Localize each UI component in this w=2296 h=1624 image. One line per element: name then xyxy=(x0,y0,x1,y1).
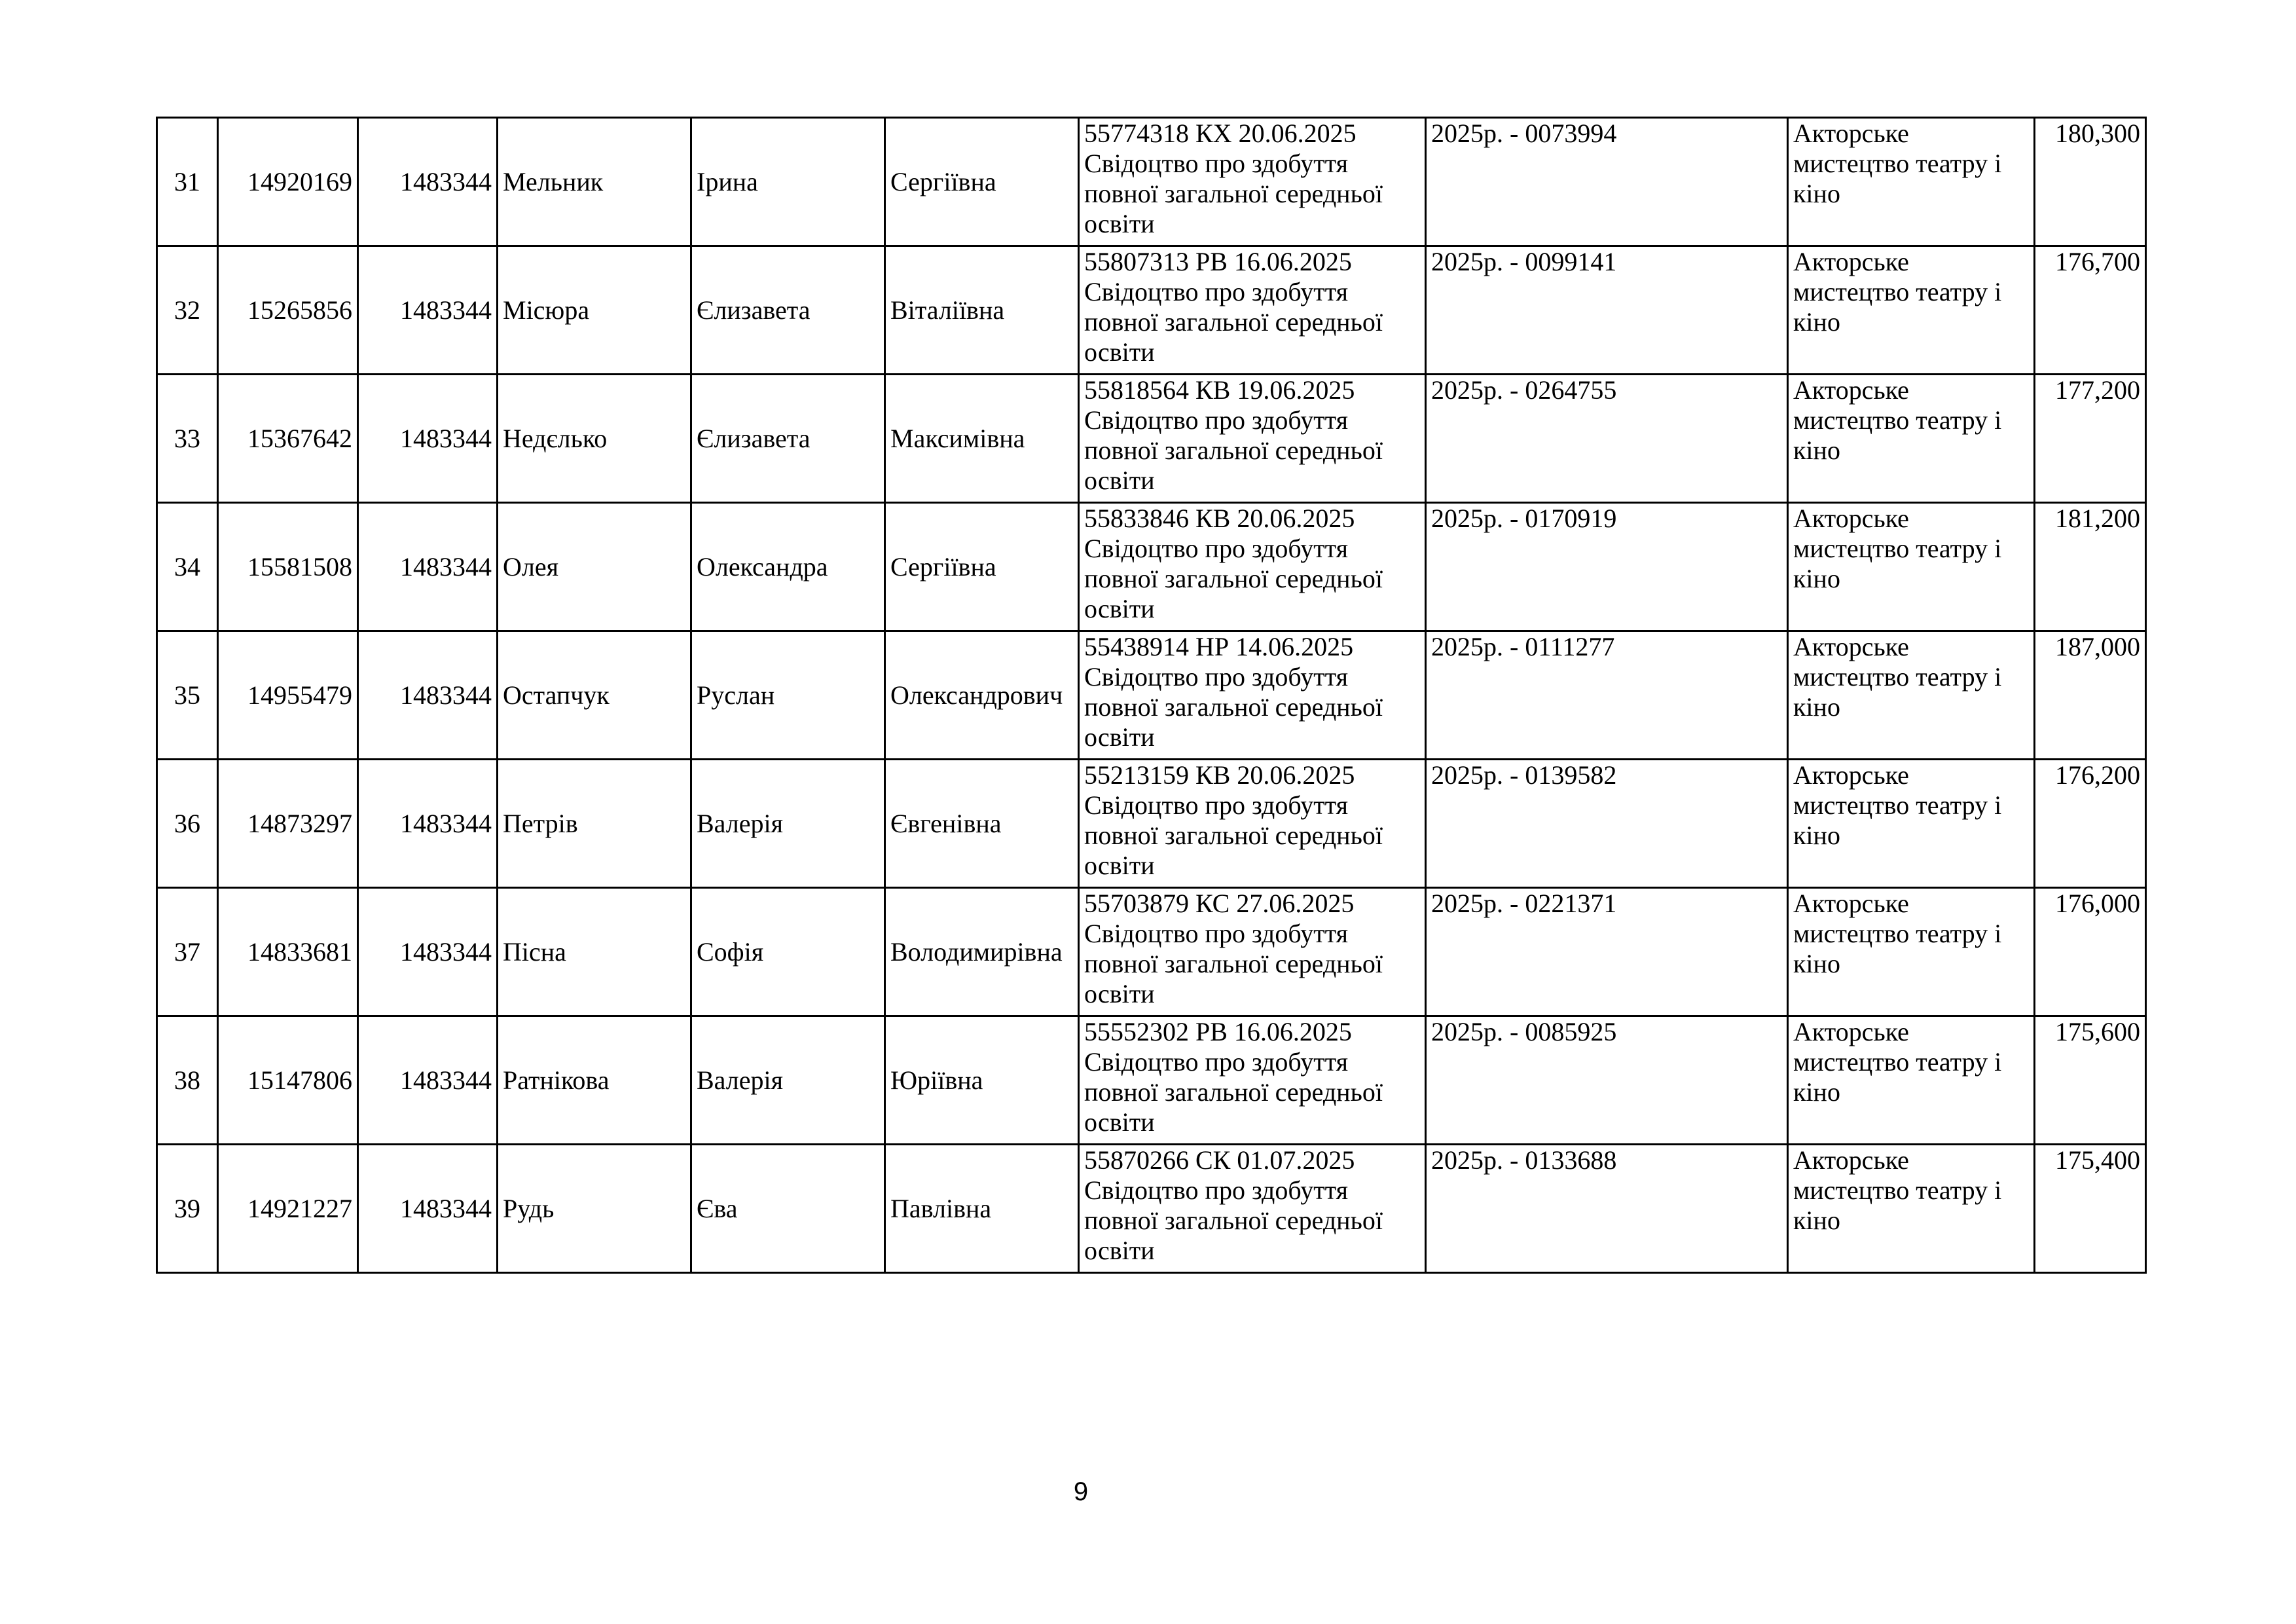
score-cell: 180,300 xyxy=(2035,118,2146,246)
education-document-cell xyxy=(1079,888,1426,1016)
table-row xyxy=(157,631,2146,760)
table-row xyxy=(157,246,2146,375)
document-number-date: 55807313 РВ 16.06.2025 xyxy=(1084,247,1352,276)
certificate-cell: 2025р. - 0264755 xyxy=(1426,375,1788,503)
first-name-cell: Валерія xyxy=(691,1016,885,1145)
certificate-cell: 2025р. - 0085925 xyxy=(1426,1016,1788,1145)
application-id-cell: 15367642 xyxy=(218,375,358,503)
applicant-table-body xyxy=(157,118,2146,1273)
first-name-cell: Олександра xyxy=(691,503,885,631)
first-name-cell: Єва xyxy=(691,1145,885,1273)
program-cell: Акторське мистецтво театру і кіно xyxy=(1788,760,2035,888)
first-name-cell: Руслан xyxy=(691,631,885,760)
score-cell: 176,200 xyxy=(2035,760,2146,888)
offer-code-cell: 1483344 xyxy=(358,1145,498,1273)
applicant-table-container xyxy=(156,117,2147,1274)
patronymic-cell: Сергіївна xyxy=(885,503,1079,631)
offer-code-cell: 1483344 xyxy=(358,888,498,1016)
surname-cell: Недєлько xyxy=(498,375,691,503)
document-type: Свідоцтво про здобуття повної загальної середньої освіти xyxy=(1084,405,1383,495)
row-number-cell: 34 xyxy=(157,503,218,631)
certificate-cell: 2025р. - 0099141 xyxy=(1426,246,1788,375)
surname-cell: Петрів xyxy=(498,760,691,888)
patronymic-cell: Євгенівна xyxy=(885,760,1079,888)
surname-cell: Ратнікова xyxy=(498,1016,691,1145)
surname-cell: Остапчук xyxy=(498,631,691,760)
application-id-cell: 15147806 xyxy=(218,1016,358,1145)
education-document-cell xyxy=(1079,375,1426,503)
score-cell: 176,700 xyxy=(2035,246,2146,375)
program-cell: Акторське мистецтво театру і кіно xyxy=(1788,1145,2035,1273)
offer-code-cell: 1483344 xyxy=(358,503,498,631)
certificate-cell: 2025р. - 0221371 xyxy=(1426,888,1788,1016)
patronymic-cell: Максимівна xyxy=(885,375,1079,503)
row-number-cell: 35 xyxy=(157,631,218,760)
table-row xyxy=(157,118,2146,246)
document-type: Свідоцтво про здобуття повної загальної середньої освіти xyxy=(1084,919,1383,1008)
application-id-cell: 14921227 xyxy=(218,1145,358,1273)
program-cell: Акторське мистецтво театру і кіно xyxy=(1788,1016,2035,1145)
table-row xyxy=(157,1016,2146,1145)
patronymic-cell: Віталіївна xyxy=(885,246,1079,375)
row-number-cell: 32 xyxy=(157,246,218,375)
score-cell: 181,200 xyxy=(2035,503,2146,631)
surname-cell: Мельник xyxy=(498,118,691,246)
document-number-date: 55774318 КХ 20.06.2025 xyxy=(1084,119,1357,148)
surname-cell: Місюра xyxy=(498,246,691,375)
certificate-cell: 2025р. - 0133688 xyxy=(1426,1145,1788,1273)
document-type: Свідоцтво про здобуття повної загальної середньої освіти xyxy=(1084,534,1383,623)
application-id-cell: 14833681 xyxy=(218,888,358,1016)
document-type: Свідоцтво про здобуття повної загальної середньої освіти xyxy=(1084,1175,1383,1265)
score-cell: 177,200 xyxy=(2035,375,2146,503)
application-id-cell: 14873297 xyxy=(218,760,358,888)
offer-code-cell: 1483344 xyxy=(358,631,498,760)
score-cell: 175,400 xyxy=(2035,1145,2146,1273)
document-number-date: 55552302 РВ 16.06.2025 xyxy=(1084,1017,1352,1046)
patronymic-cell: Сергіївна xyxy=(885,118,1079,246)
surname-cell: Пісна xyxy=(498,888,691,1016)
surname-cell: Олея xyxy=(498,503,691,631)
offer-code-cell: 1483344 xyxy=(358,760,498,888)
score-cell: 187,000 xyxy=(2035,631,2146,760)
application-id-cell: 14920169 xyxy=(218,118,358,246)
applicant-table xyxy=(156,117,2147,1274)
document-number-date: 55438914 НР 14.06.2025 xyxy=(1084,632,1354,661)
application-id-cell: 15265856 xyxy=(218,246,358,375)
table-row xyxy=(157,503,2146,631)
row-number-cell: 36 xyxy=(157,760,218,888)
document-type: Свідоцтво про здобуття повної загальної середньої освіти xyxy=(1084,149,1383,238)
patronymic-cell: Володимирівна xyxy=(885,888,1079,1016)
offer-code-cell: 1483344 xyxy=(358,246,498,375)
education-document-cell xyxy=(1079,503,1426,631)
program-cell: Акторське мистецтво театру і кіно xyxy=(1788,888,2035,1016)
document-type: Свідоцтво про здобуття повної загальної середньої освіти xyxy=(1084,277,1383,367)
education-document-cell xyxy=(1079,1145,1426,1273)
offer-code-cell: 1483344 xyxy=(358,118,498,246)
table-row xyxy=(157,1145,2146,1273)
program-cell: Акторське мистецтво театру і кіно xyxy=(1788,631,2035,760)
education-document-cell xyxy=(1079,1016,1426,1145)
first-name-cell: Валерія xyxy=(691,760,885,888)
row-number-cell: 38 xyxy=(157,1016,218,1145)
offer-code-cell: 1483344 xyxy=(358,375,498,503)
education-document-cell xyxy=(1079,118,1426,246)
patronymic-cell: Юріївна xyxy=(885,1016,1079,1145)
document-number-date: 55870266 СК 01.07.2025 xyxy=(1084,1145,1355,1175)
page-number: 9 xyxy=(1073,1477,1089,1506)
document-number-date: 55833846 КВ 20.06.2025 xyxy=(1084,504,1355,533)
row-number-cell: 33 xyxy=(157,375,218,503)
offer-code-cell: 1483344 xyxy=(358,1016,498,1145)
certificate-cell: 2025р. - 0111277 xyxy=(1426,631,1788,760)
document-number-date: 55213159 КВ 20.06.2025 xyxy=(1084,760,1355,790)
row-number-cell: 31 xyxy=(157,118,218,246)
surname-cell: Рудь xyxy=(498,1145,691,1273)
education-document-cell xyxy=(1079,760,1426,888)
program-cell: Акторське мистецтво театру і кіно xyxy=(1788,246,2035,375)
education-document-cell xyxy=(1079,631,1426,760)
patronymic-cell: Олександрович xyxy=(885,631,1079,760)
score-cell: 175,600 xyxy=(2035,1016,2146,1145)
document-type: Свідоцтво про здобуття повної загальної середньої освіти xyxy=(1084,1047,1383,1137)
first-name-cell: Єлизавета xyxy=(691,246,885,375)
certificate-cell: 2025р. - 0073994 xyxy=(1426,118,1788,246)
certificate-cell: 2025р. - 0139582 xyxy=(1426,760,1788,888)
document-type: Свідоцтво про здобуття повної загальної середньої освіти xyxy=(1084,662,1383,752)
application-id-cell: 15581508 xyxy=(218,503,358,631)
first-name-cell: Ірина xyxy=(691,118,885,246)
table-row xyxy=(157,760,2146,888)
table-row xyxy=(157,375,2146,503)
certificate-cell: 2025р. - 0170919 xyxy=(1426,503,1788,631)
program-cell: Акторське мистецтво театру і кіно xyxy=(1788,118,2035,246)
program-cell: Акторське мистецтво театру і кіно xyxy=(1788,503,2035,631)
application-id-cell: 14955479 xyxy=(218,631,358,760)
table-row xyxy=(157,888,2146,1016)
first-name-cell: Софія xyxy=(691,888,885,1016)
row-number-cell: 39 xyxy=(157,1145,218,1273)
document-number-date: 55818564 КВ 19.06.2025 xyxy=(1084,375,1355,405)
score-cell: 176,000 xyxy=(2035,888,2146,1016)
program-cell: Акторське мистецтво театру і кіно xyxy=(1788,375,2035,503)
document-number-date: 55703879 КС 27.06.2025 xyxy=(1084,889,1355,918)
education-document-cell xyxy=(1079,246,1426,375)
row-number-cell: 37 xyxy=(157,888,218,1016)
patronymic-cell: Павлівна xyxy=(885,1145,1079,1273)
first-name-cell: Єлизавета xyxy=(691,375,885,503)
document-type: Свідоцтво про здобуття повної загальної середньої освіти xyxy=(1084,790,1383,880)
